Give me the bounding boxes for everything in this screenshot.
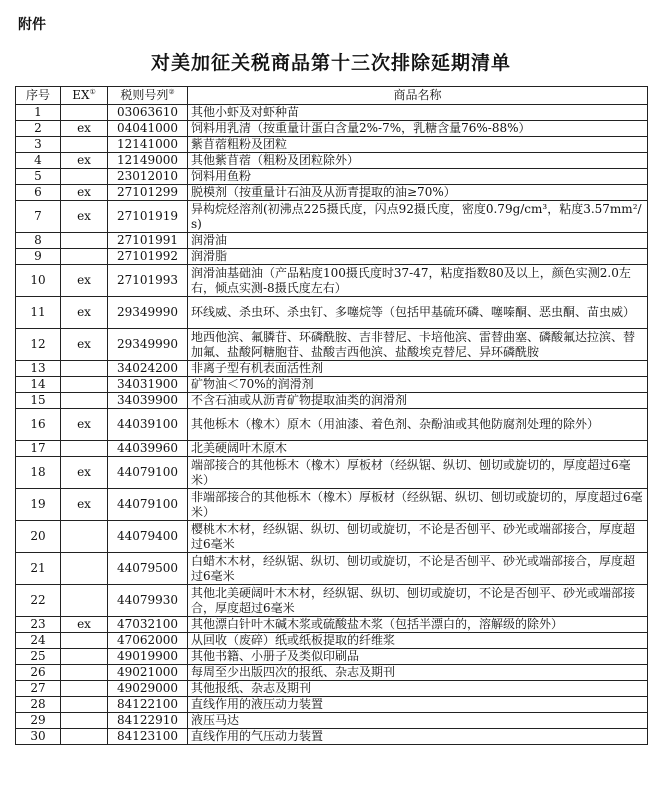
row-ex bbox=[61, 169, 108, 185]
row-code: 03063610 bbox=[108, 105, 188, 121]
row-ex bbox=[61, 585, 108, 617]
row-seq: 21 bbox=[16, 553, 61, 585]
row-ex: ex bbox=[61, 121, 108, 137]
row-name: 环线威、杀虫环、杀虫钉、多噻烷等（包括甲基硫环磷、噻嗪酮、恶虫酮、苗虫威） bbox=[188, 297, 648, 329]
row-seq: 9 bbox=[16, 249, 61, 265]
header-ex-footnote: ① bbox=[89, 88, 96, 96]
table-row bbox=[16, 265, 648, 297]
row-seq: 11 bbox=[16, 297, 61, 329]
header-ex bbox=[61, 87, 108, 105]
header-ex-label: EX bbox=[72, 88, 90, 102]
row-seq: 10 bbox=[16, 265, 61, 297]
table-row bbox=[16, 681, 648, 697]
row-code: 44079500 bbox=[108, 553, 188, 585]
row-seq: 28 bbox=[16, 697, 61, 713]
row-name: 其他紫苜蓿（粗粉及团粒除外） bbox=[188, 153, 648, 169]
row-code: 27101992 bbox=[108, 249, 188, 265]
table-row bbox=[16, 361, 648, 377]
row-code: 44079930 bbox=[108, 585, 188, 617]
row-ex: ex bbox=[61, 617, 108, 633]
header-seq: 序号 bbox=[16, 87, 61, 105]
row-name: 紫苜蓿粗粉及团粒 bbox=[188, 137, 648, 153]
row-seq: 26 bbox=[16, 665, 61, 681]
row-name: 其他书籍、小册子及类似印刷品 bbox=[188, 649, 648, 665]
row-seq: 1 bbox=[16, 105, 61, 121]
row-ex bbox=[61, 649, 108, 665]
row-ex bbox=[61, 441, 108, 457]
row-ex: ex bbox=[61, 201, 108, 233]
row-seq: 6 bbox=[16, 185, 61, 201]
row-code: 04041000 bbox=[108, 121, 188, 137]
table-row bbox=[16, 409, 648, 441]
table-row bbox=[16, 633, 648, 649]
table-row bbox=[16, 441, 648, 457]
row-seq: 18 bbox=[16, 457, 61, 489]
row-ex bbox=[61, 233, 108, 249]
row-ex bbox=[61, 249, 108, 265]
header-name: 商品名称 bbox=[188, 87, 648, 105]
row-ex bbox=[61, 137, 108, 153]
table-row bbox=[16, 377, 648, 393]
row-name: 异构烷烃溶剂(初沸点225摄氏度，闪点92摄氏度，密度0.79g/cm³，粘度3.57mm²/s) bbox=[188, 201, 648, 233]
row-code: 12141000 bbox=[108, 137, 188, 153]
header-code bbox=[108, 87, 188, 105]
row-name: 饲料用乳清（按重量计蛋白含量2%-7%，乳糖含量76%-88%） bbox=[188, 121, 648, 137]
table-row bbox=[16, 649, 648, 665]
row-seq: 19 bbox=[16, 489, 61, 521]
row-ex: ex bbox=[61, 409, 108, 441]
table-row bbox=[16, 617, 648, 633]
row-code: 84122100 bbox=[108, 697, 188, 713]
row-code: 47062000 bbox=[108, 633, 188, 649]
row-seq: 2 bbox=[16, 121, 61, 137]
row-seq: 17 bbox=[16, 441, 61, 457]
table-row bbox=[16, 585, 648, 617]
row-name: 每周至少出版四次的报纸、杂志及期刊 bbox=[188, 665, 648, 681]
row-code: 27101993 bbox=[108, 265, 188, 297]
row-name: 不含石油或从沥青矿物提取油类的润滑剂 bbox=[188, 393, 648, 409]
row-code: 23012010 bbox=[108, 169, 188, 185]
row-ex: ex bbox=[61, 265, 108, 297]
row-code: 27101919 bbox=[108, 201, 188, 233]
row-code: 29349990 bbox=[108, 329, 188, 361]
row-code: 29349990 bbox=[108, 297, 188, 329]
table-row bbox=[16, 329, 648, 361]
header-code-footnote: ② bbox=[168, 88, 175, 96]
row-name: 其他小虾及对虾种苗 bbox=[188, 105, 648, 121]
table-row bbox=[16, 553, 648, 585]
row-name: 其他北美硬阔叶木木材，经纵锯、纵切、刨切或旋切，不论是否刨平、砂光或端部接合，厚度超过6毫米 bbox=[188, 585, 648, 617]
row-seq: 12 bbox=[16, 329, 61, 361]
table-row bbox=[16, 185, 648, 201]
row-name: 北美硬阔叶木原木 bbox=[188, 441, 648, 457]
row-name: 其他栎木（橡木）原木（用油漆、着色剂、杂酚油或其他防腐剂处理的除外） bbox=[188, 409, 648, 441]
row-ex: ex bbox=[61, 185, 108, 201]
row-name: 地西他滨、氟膦苷、环磷酰胺、吉非替尼、卡培他滨、雷替曲塞、磷酸氟达拉滨、替加氟、盐酸阿糖胞苷、盐酸吉西他滨、盐酸埃克替尼、异环磷酰胺 bbox=[188, 329, 648, 361]
row-seq: 25 bbox=[16, 649, 61, 665]
row-ex bbox=[61, 521, 108, 553]
row-ex bbox=[61, 361, 108, 377]
row-ex bbox=[61, 553, 108, 585]
row-code: 27101991 bbox=[108, 233, 188, 249]
row-seq: 27 bbox=[16, 681, 61, 697]
row-seq: 22 bbox=[16, 585, 61, 617]
row-name: 液压马达 bbox=[188, 713, 648, 729]
row-ex bbox=[61, 665, 108, 681]
table-row bbox=[16, 201, 648, 233]
row-ex bbox=[61, 729, 108, 745]
row-code: 44039100 bbox=[108, 409, 188, 441]
row-code: 49021000 bbox=[108, 665, 188, 681]
row-ex: ex bbox=[61, 489, 108, 521]
table-row bbox=[16, 489, 648, 521]
row-name: 润滑油 bbox=[188, 233, 648, 249]
table-row bbox=[16, 393, 648, 409]
document-title: 对美加征关税商品第十三次排除延期清单 bbox=[150, 52, 511, 74]
row-name: 端部接合的其他栎木（橡木）厚板材（经纵锯、纵切、刨切或旋切的，厚度超过6毫米） bbox=[188, 457, 648, 489]
row-seq: 5 bbox=[16, 169, 61, 185]
row-name: 润滑油基础油（产品粘度100摄氏度时37-47，粘度指数80及以上，颜色实测2.0左右，倾点实测-8摄氏度左右） bbox=[188, 265, 648, 297]
row-code: 84122910 bbox=[108, 713, 188, 729]
row-seq: 23 bbox=[16, 617, 61, 633]
exclusion-list-table bbox=[15, 86, 648, 745]
row-seq: 4 bbox=[16, 153, 61, 169]
row-name: 白蜡木木材，经纵锯、纵切、刨切或旋切，不论是否刨平、砂光或端部接合，厚度超过6毫米 bbox=[188, 553, 648, 585]
attachment-label: 附件 bbox=[18, 17, 46, 33]
row-code: 49019900 bbox=[108, 649, 188, 665]
table-row bbox=[16, 697, 648, 713]
row-name: 脱模剂（按重量计石油及从沥青提取的油≥70%） bbox=[188, 185, 648, 201]
row-name: 非端部接合的其他栎木（橡木）厚板材（经纵锯、纵切、刨切或旋切的，厚度超过6毫米） bbox=[188, 489, 648, 521]
table-header-row bbox=[16, 87, 648, 105]
row-code: 12149000 bbox=[108, 153, 188, 169]
row-name: 非离子型有机表面活性剂 bbox=[188, 361, 648, 377]
row-code: 27101299 bbox=[108, 185, 188, 201]
row-ex: ex bbox=[61, 457, 108, 489]
row-code: 34039900 bbox=[108, 393, 188, 409]
row-code: 47032100 bbox=[108, 617, 188, 633]
row-code: 44079400 bbox=[108, 521, 188, 553]
row-name: 从回收（废碎）纸或纸板提取的纤维浆 bbox=[188, 633, 648, 649]
row-seq: 24 bbox=[16, 633, 61, 649]
table-row bbox=[16, 297, 648, 329]
table-row bbox=[16, 249, 648, 265]
row-seq: 3 bbox=[16, 137, 61, 153]
row-name: 饲料用鱼粉 bbox=[188, 169, 648, 185]
row-seq: 30 bbox=[16, 729, 61, 745]
header-code-label: 税则号列 bbox=[120, 88, 169, 102]
table-row bbox=[16, 233, 648, 249]
table-row bbox=[16, 665, 648, 681]
row-seq: 13 bbox=[16, 361, 61, 377]
row-ex bbox=[61, 697, 108, 713]
row-name: 其他漂白针叶木碱木浆或硫酸盐木浆（包括半漂白的，溶解级的除外） bbox=[188, 617, 648, 633]
table-row bbox=[16, 713, 648, 729]
table-row bbox=[16, 153, 648, 169]
table-row bbox=[16, 121, 648, 137]
row-name: 矿物油＜70%的润滑剂 bbox=[188, 377, 648, 393]
row-code: 34024200 bbox=[108, 361, 188, 377]
row-ex: ex bbox=[61, 153, 108, 169]
table-row bbox=[16, 729, 648, 745]
row-ex bbox=[61, 377, 108, 393]
row-seq: 8 bbox=[16, 233, 61, 249]
row-name: 润滑脂 bbox=[188, 249, 648, 265]
row-ex bbox=[61, 713, 108, 729]
row-seq: 20 bbox=[16, 521, 61, 553]
row-ex bbox=[61, 633, 108, 649]
row-ex bbox=[61, 393, 108, 409]
row-name: 其他报纸、杂志及期刊 bbox=[188, 681, 648, 697]
row-ex: ex bbox=[61, 329, 108, 361]
table-row bbox=[16, 521, 648, 553]
row-seq: 15 bbox=[16, 393, 61, 409]
row-ex bbox=[61, 681, 108, 697]
row-ex bbox=[61, 105, 108, 121]
row-name: 樱桃木木材，经纵锯、纵切、刨切或旋切，不论是否刨平、砂光或端部接合，厚度超过6毫米 bbox=[188, 521, 648, 553]
row-ex: ex bbox=[61, 297, 108, 329]
row-seq: 7 bbox=[16, 201, 61, 233]
row-seq: 29 bbox=[16, 713, 61, 729]
row-seq: 16 bbox=[16, 409, 61, 441]
row-code: 49029000 bbox=[108, 681, 188, 697]
table-row bbox=[16, 105, 648, 121]
row-code: 44079100 bbox=[108, 489, 188, 521]
table-row bbox=[16, 169, 648, 185]
row-code: 44079100 bbox=[108, 457, 188, 489]
row-name: 直线作用的气压动力装置 bbox=[188, 729, 648, 745]
table-row bbox=[16, 137, 648, 153]
row-code: 34031900 bbox=[108, 377, 188, 393]
row-code: 44039960 bbox=[108, 441, 188, 457]
row-name: 直线作用的液压动力装置 bbox=[188, 697, 648, 713]
row-code: 84123100 bbox=[108, 729, 188, 745]
table-row bbox=[16, 457, 648, 489]
row-seq: 14 bbox=[16, 377, 61, 393]
